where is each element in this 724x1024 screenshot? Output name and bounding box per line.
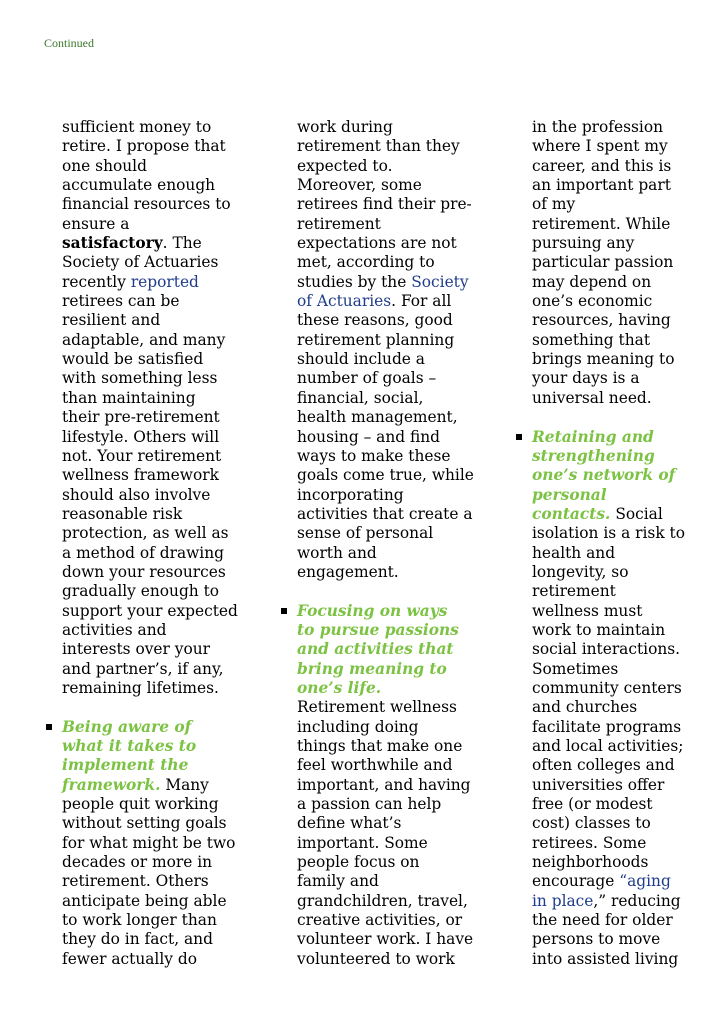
text-line bbox=[297, 273, 497, 292]
text-line: without setting goals bbox=[62, 814, 227, 833]
text-line: family and bbox=[297, 872, 379, 891]
text-line: retirement bbox=[297, 214, 381, 233]
text-line: the need for older bbox=[532, 911, 673, 930]
text-line: reasonable risk bbox=[62, 504, 183, 523]
text-line: activities that create a bbox=[297, 504, 473, 523]
text-line: for what might be two bbox=[62, 833, 236, 852]
text-line: universal need. bbox=[532, 388, 652, 407]
text-line bbox=[532, 872, 722, 891]
text-line: work to maintain bbox=[532, 620, 666, 639]
bullet-heading: Being aware of bbox=[62, 717, 192, 736]
bullet-item bbox=[297, 602, 497, 970]
paragraph bbox=[297, 118, 497, 582]
text-line: including doing bbox=[297, 717, 419, 736]
paragraph-spacer bbox=[297, 582, 497, 601]
text-line: Sometimes bbox=[532, 659, 619, 678]
text-line: retirement planning bbox=[297, 330, 455, 349]
text-line: ensure a bbox=[62, 214, 130, 233]
bullet-heading: one’s life. bbox=[297, 678, 382, 697]
bullet-heading: personal bbox=[532, 485, 607, 504]
text-line: Moreover, some bbox=[297, 176, 422, 195]
text-line: financial, social, bbox=[297, 388, 424, 407]
text-line: feel worthwhile and bbox=[297, 756, 453, 775]
text-line: wellness must bbox=[532, 601, 643, 620]
text-line: and local activities; bbox=[532, 737, 684, 755]
text-span: ,” reducing bbox=[593, 891, 681, 910]
text-line: engagement. bbox=[297, 562, 399, 581]
text-line bbox=[532, 892, 722, 911]
reported-link[interactable]: reported bbox=[130, 272, 199, 291]
text-line: expected to. bbox=[297, 156, 393, 175]
bullet-heading: what it takes to bbox=[62, 737, 197, 755]
text-line: things that make one bbox=[297, 737, 463, 755]
text-line: interests over your bbox=[62, 640, 211, 659]
text-column-2 bbox=[297, 118, 497, 969]
text-line: may depend on bbox=[532, 272, 652, 291]
bullet-item bbox=[532, 428, 722, 970]
text-line: longevity, so bbox=[532, 562, 629, 581]
text-line: volunteer work. I have bbox=[297, 930, 474, 949]
text-line: down your resources bbox=[62, 562, 226, 581]
text-line: pursuing any bbox=[532, 234, 635, 253]
bullet-item bbox=[62, 718, 262, 969]
paragraph-spacer bbox=[532, 408, 722, 427]
text-line: anticipate being able bbox=[62, 891, 227, 910]
bullet-heading: Retaining and bbox=[532, 427, 654, 446]
text-line bbox=[297, 292, 497, 311]
text-line: activities and bbox=[62, 620, 167, 639]
text-span: encourage bbox=[532, 872, 620, 891]
text-line: number of goals – bbox=[297, 369, 437, 388]
text-line: free (or modest bbox=[532, 795, 653, 814]
text-line: persons to move bbox=[532, 930, 661, 949]
text-line: universities offer bbox=[532, 775, 665, 794]
text-line: wellness framework bbox=[62, 466, 219, 485]
text-line: define what’s bbox=[297, 814, 402, 833]
text-line: lifestyle. Others will bbox=[62, 427, 220, 446]
bullet-heading: framework. bbox=[62, 775, 161, 794]
text-line: people focus on bbox=[297, 853, 420, 872]
text-line: gradually enough to bbox=[62, 582, 220, 601]
text-line: often colleges and bbox=[532, 756, 675, 775]
text-line: your days is a bbox=[532, 369, 640, 388]
text-line: protection, as well as bbox=[62, 524, 229, 543]
text-line: a passion can help bbox=[297, 795, 442, 814]
text-line bbox=[532, 505, 722, 524]
text-line: their pre-retirement bbox=[62, 408, 220, 427]
text-line: expectations are not bbox=[297, 234, 457, 253]
text-line: creative activities, or bbox=[297, 911, 463, 930]
text-line: into assisted living bbox=[532, 949, 679, 968]
text-line: social interactions. bbox=[532, 640, 681, 659]
text-line: incorporating bbox=[297, 485, 404, 504]
text-line: worth and bbox=[297, 543, 377, 562]
society-link[interactable]: of Actuaries bbox=[297, 292, 392, 311]
text-line: adaptable, and many bbox=[62, 330, 226, 349]
text-span: recently bbox=[62, 272, 131, 291]
text-line: met, according to bbox=[297, 253, 435, 272]
text-line: neighborhoods bbox=[532, 853, 649, 872]
text-line: ways to make these bbox=[297, 446, 451, 465]
text-line: one’s economic bbox=[532, 292, 653, 311]
emphasis-text: satisfactory bbox=[62, 234, 163, 253]
paragraph bbox=[532, 118, 722, 408]
text-line: would be satisfied bbox=[62, 350, 204, 369]
text-line: these reasons, good bbox=[297, 311, 453, 330]
text-line: retirees. Some bbox=[532, 833, 647, 852]
text-line: something that bbox=[532, 330, 650, 349]
text-line: retirement. Others bbox=[62, 872, 209, 891]
text-line: cost) classes to bbox=[532, 814, 651, 833]
text-line: Society of Actuaries bbox=[62, 253, 219, 272]
text-line: and partner’s, if any, bbox=[62, 659, 224, 678]
text-span: . The bbox=[162, 234, 202, 253]
text-line: should include a bbox=[297, 350, 425, 369]
text-line: not. Your retirement bbox=[62, 446, 222, 465]
bullet-square-icon bbox=[281, 608, 287, 614]
text-line: grandchildren, travel, bbox=[297, 891, 468, 910]
text-line: resilient and bbox=[62, 311, 161, 330]
text-line: community centers bbox=[532, 678, 682, 697]
text-line: retirement than they bbox=[297, 137, 460, 156]
society-link[interactable]: Society bbox=[411, 272, 469, 291]
bullet-heading: bring meaning to bbox=[297, 659, 447, 678]
text-line: housing – and find bbox=[297, 427, 441, 446]
bullet-square-icon bbox=[46, 724, 52, 730]
text-line: health and bbox=[532, 543, 616, 562]
text-span: studies by the bbox=[297, 272, 412, 291]
text-line bbox=[62, 776, 262, 795]
text-line: accumulate enough bbox=[62, 176, 216, 195]
paragraph-spacer bbox=[62, 698, 262, 717]
bullet-square-icon bbox=[516, 434, 522, 440]
text-line: important, and having bbox=[297, 775, 471, 794]
text-line: than maintaining bbox=[62, 388, 196, 407]
aging-in-place-link[interactable]: “aging bbox=[619, 872, 671, 891]
text-line: in the profession bbox=[532, 118, 664, 136]
text-line: resources, having bbox=[532, 311, 671, 330]
text-line bbox=[62, 273, 262, 292]
text-line: decades or more in bbox=[62, 853, 213, 872]
text-line: where I spent my bbox=[532, 137, 668, 156]
text-line: with something less bbox=[62, 369, 218, 388]
text-line: retirement bbox=[532, 582, 616, 601]
text-span: Many bbox=[160, 775, 209, 794]
text-line: remaining lifetimes. bbox=[62, 678, 219, 697]
bullet-heading: Focusing on ways bbox=[297, 601, 448, 620]
text-line: retirees can be bbox=[62, 292, 180, 311]
text-span: Social bbox=[610, 504, 663, 523]
text-line: one should bbox=[62, 156, 147, 175]
text-line: brings meaning to bbox=[532, 350, 675, 369]
text-line: a method of drawing bbox=[62, 543, 224, 562]
text-line: work during bbox=[297, 118, 393, 136]
text-line: isolation is a risk to bbox=[532, 524, 685, 543]
text-line: sense of personal bbox=[297, 524, 434, 543]
text-line: to work longer than bbox=[62, 911, 217, 930]
text-line: health management, bbox=[297, 408, 458, 427]
text-span: . For all bbox=[391, 292, 452, 311]
bullet-heading: implement the bbox=[62, 756, 189, 775]
text-line: volunteered to work bbox=[297, 949, 455, 968]
text-line: they do in fact, and bbox=[62, 930, 213, 949]
paragraph bbox=[62, 118, 262, 698]
text-line: sufficient money to bbox=[62, 118, 212, 136]
text-line: goals come true, while bbox=[297, 466, 474, 485]
text-line: support your expected bbox=[62, 601, 238, 620]
text-line: Retirement wellness bbox=[297, 698, 457, 717]
text-line: and churches bbox=[532, 698, 638, 717]
text-line: should also involve bbox=[62, 485, 211, 504]
bullet-heading: to pursue passions bbox=[297, 620, 459, 639]
text-line: an important part bbox=[532, 176, 671, 195]
text-line: people quit working bbox=[62, 795, 219, 814]
running-header: Continued bbox=[44, 36, 94, 50]
text-line: facilitate programs bbox=[532, 717, 682, 736]
text-column-3 bbox=[532, 118, 722, 969]
text-line: career, and this is bbox=[532, 156, 672, 175]
bullet-heading: strengthening bbox=[532, 446, 655, 465]
text-line: important. Some bbox=[297, 833, 428, 852]
text-line: retire. I propose that bbox=[62, 137, 226, 156]
text-line bbox=[62, 234, 262, 253]
aging-in-place-link[interactable]: in place bbox=[532, 891, 594, 910]
text-line: financial resources to bbox=[62, 195, 231, 214]
bullet-heading: contacts. bbox=[532, 504, 611, 523]
bullet-heading: and activities that bbox=[297, 640, 454, 659]
text-column-1 bbox=[62, 118, 262, 969]
text-line: particular passion bbox=[532, 253, 674, 272]
text-line: fewer actually do bbox=[62, 949, 197, 968]
text-line: of my bbox=[532, 195, 576, 214]
text-line: retirees find their pre- bbox=[297, 195, 472, 214]
bullet-heading: one’s network of bbox=[532, 466, 676, 485]
text-line: retirement. While bbox=[532, 214, 671, 233]
